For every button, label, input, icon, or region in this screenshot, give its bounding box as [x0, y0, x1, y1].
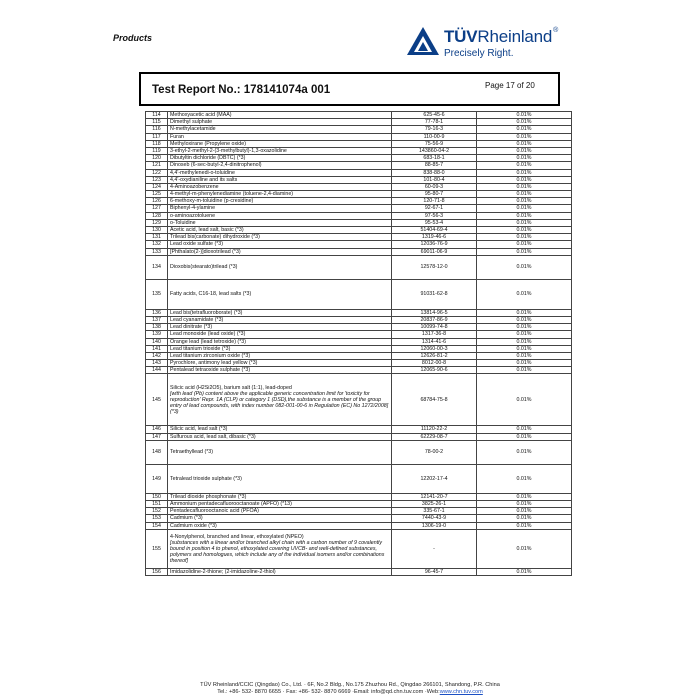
substance-name-note: [substances with a linear and/or branched alkyl chain with a carbon number of 9 covalently bound in position 4 to phenol, ethoxylated covering UVCB- and well-defined substances, polymers and homologues, which include any of the individual isomers and/or combinations thereof] — [170, 539, 385, 564]
concentration-limit: 0.01% — [477, 169, 572, 176]
substance-name: Lead bis(tetrafluoroborate) (*3) — [168, 309, 392, 316]
concentration-limit: 0.01% — [477, 367, 572, 374]
substance-name-note: [with lead (Pb) content above the applicable generic concentration limit for 'toxicity for reproduction' Repr. 1A (CLP) or category 1 (DSD),the substance is a member of the group entry of lead compounds, with index number 082-001-00-6 in Regulation (EC) No 1272/2008] (*3) — [170, 390, 389, 416]
row-number: 152 — [146, 508, 168, 515]
cas-number: 10099-74-8 — [392, 324, 477, 331]
row-number: 114 — [146, 112, 168, 119]
concentration-limit: 0.01% — [477, 133, 572, 140]
table-row — [146, 147, 572, 154]
table-row — [146, 352, 572, 359]
substance-name: Lead titanium trioxide (*3) — [168, 345, 392, 352]
concentration-limit: 0.01% — [477, 568, 572, 575]
concentration-limit: 0.01% — [477, 426, 572, 433]
row-number: 154 — [146, 522, 168, 529]
substance-name: 4-methyl-m-phenylenediamine (toluene-2,4-diamine) — [168, 191, 392, 198]
concentration-limit: 0.01% — [477, 331, 572, 338]
concentration-limit: 0.01% — [477, 508, 572, 515]
page-number: Page 17 of 20 — [485, 81, 535, 90]
row-number: 140 — [146, 338, 168, 345]
table-row — [146, 360, 572, 367]
table-row — [146, 248, 572, 255]
row-number: 135 — [146, 279, 168, 309]
concentration-limit: 0.01% — [477, 338, 572, 345]
substance-name: Cadmium oxide (*3) — [168, 522, 392, 529]
concentration-limit: 0.01% — [477, 345, 572, 352]
cas-number: 1319-46-6 — [392, 234, 477, 241]
cas-number: 1314-41-6 — [392, 338, 477, 345]
row-number: 153 — [146, 515, 168, 522]
substance-name: Pentadecafluorooctanoic acid (PFOA) — [168, 508, 392, 515]
substance-name: Silicic acid, lead salt (*3) — [168, 426, 392, 433]
footer-address: TÜV Rheinland/CCIC (Qingdao) Co., Ltd. · 6F, No.2 Bldg., No.175 Zhuzhou Rd., Qingdao 266101, Shandong, P.R. China — [200, 682, 500, 688]
row-number: 120 — [146, 155, 168, 162]
row-number: 122 — [146, 169, 168, 176]
substance-name: 6-methoxy-m-toluidine (p-cresidine) — [168, 198, 392, 205]
cas-number: 68784-75-8 — [392, 374, 477, 426]
cas-number: 12578-12-0 — [392, 255, 477, 279]
row-number: 132 — [146, 241, 168, 248]
footer-web-link[interactable]: www.chn.tuv.com — [439, 689, 483, 695]
row-number: 150 — [146, 493, 168, 500]
row-number: 139 — [146, 331, 168, 338]
footer-contact-text: Tel.: +86- 532- 8870 6655 · Fax: +86- 532- 8870 6669 ·Email: info@qd.chn.tuv.com ·Web: — [217, 689, 440, 695]
substance-name: o-Toluidine — [168, 219, 392, 226]
cas-number: 97-56-3 — [392, 212, 477, 219]
cas-number: 1306-19-0 — [392, 522, 477, 529]
table-row — [146, 309, 572, 316]
substance-name: 4,4'-methylenedi-o-toluidine — [168, 169, 392, 176]
table-row — [146, 176, 572, 183]
row-number: 144 — [146, 367, 168, 374]
substance-name: Fatty acids, C16-18, lead salts (*3) — [168, 279, 392, 309]
cas-number: 92-67-1 — [392, 205, 477, 212]
table-row — [146, 316, 572, 323]
cas-number: 101-80-4 — [392, 176, 477, 183]
substance-name: Dibutyltin dichloride (DBTC) (*3) — [168, 155, 392, 162]
substance-name: Acetic acid, lead salt, basic (*3) — [168, 227, 392, 234]
table-row — [146, 183, 572, 190]
row-number: 136 — [146, 309, 168, 316]
table-row — [146, 133, 572, 140]
concentration-limit: 0.01% — [477, 162, 572, 169]
substance-name: Pentalead tetraoxide sulphate (*3) — [168, 367, 392, 374]
table-row — [146, 112, 572, 119]
cas-number: 110-00-9 — [392, 133, 477, 140]
table-row — [146, 440, 572, 464]
cas-number: 12141-20-7 — [392, 493, 477, 500]
concentration-limit: 0.01% — [477, 501, 572, 508]
cas-number: 12065-90-6 — [392, 367, 477, 374]
substance-name: Methyloxirane (Propylene oxide) — [168, 140, 392, 147]
cas-number: 12060-00-3 — [392, 345, 477, 352]
table-row — [146, 529, 572, 568]
cas-number: 12036-76-9 — [392, 241, 477, 248]
row-number: 125 — [146, 191, 168, 198]
table-row — [146, 234, 572, 241]
row-number: 146 — [146, 426, 168, 433]
table-row — [146, 501, 572, 508]
cas-number: 838-88-0 — [392, 169, 477, 176]
table-row — [146, 119, 572, 126]
substance-name: o-aminoazotoluene — [168, 212, 392, 219]
table-row — [146, 241, 572, 248]
row-number: 145 — [146, 374, 168, 426]
cas-number: 62229-08-7 — [392, 433, 477, 440]
table-row — [146, 205, 572, 212]
concentration-limit: 0.01% — [477, 191, 572, 198]
cas-number: 7440-43-9 — [392, 515, 477, 522]
cas-number: 120-71-8 — [392, 198, 477, 205]
substance-name: Furan — [168, 133, 392, 140]
cas-number: 11120-22-2 — [392, 426, 477, 433]
cas-number: 1317-36-8 — [392, 331, 477, 338]
table-row — [146, 162, 572, 169]
report-title: Test Report No.: 178141074a 001 — [152, 84, 331, 96]
substance-name: N-methylacetamide — [168, 126, 392, 133]
substance-table — [145, 111, 572, 576]
concentration-limit: 0.01% — [477, 352, 572, 359]
table-row — [146, 508, 572, 515]
concentration-limit: 0.01% — [477, 219, 572, 226]
cas-number: 79-16-3 — [392, 126, 477, 133]
cas-number: 69011-06-9 — [392, 248, 477, 255]
substance-name: Ammonium pentadecafluorooctanoate (APFO) (*13) — [168, 501, 392, 508]
table-row — [146, 493, 572, 500]
concentration-limit: 0.01% — [477, 183, 572, 190]
report-header-box — [139, 72, 560, 106]
cas-number: 683-18-1 — [392, 155, 477, 162]
row-number: 151 — [146, 501, 168, 508]
cas-number: 75-56-9 — [392, 140, 477, 147]
concentration-limit: 0.01% — [477, 112, 572, 119]
row-number: 123 — [146, 176, 168, 183]
row-number: 115 — [146, 119, 168, 126]
substance-name: Orange lead (lead tetroxide) (*3) — [168, 338, 392, 345]
table-row — [146, 367, 572, 374]
substance-name — [168, 374, 392, 426]
logo-tagline: Precisely Right. — [444, 48, 514, 59]
row-number: 138 — [146, 324, 168, 331]
table-row — [146, 568, 572, 575]
row-number: 124 — [146, 183, 168, 190]
substance-name: Methoxyacetic acid (MAA) — [168, 112, 392, 119]
footer-contact — [0, 689, 700, 695]
table-row — [146, 279, 572, 309]
table-row — [146, 191, 572, 198]
row-number: 127 — [146, 205, 168, 212]
substance-name: Lead monoxide (lead oxide) (*3) — [168, 331, 392, 338]
row-number: 121 — [146, 162, 168, 169]
concentration-limit: 0.01% — [477, 374, 572, 426]
substance-name: [Phthalato(2-)]dioxotrilead (*3) — [168, 248, 392, 255]
concentration-limit: 0.01% — [477, 464, 572, 493]
substance-name: Lead titanium zirconium oxide (*3) — [168, 352, 392, 359]
row-number: 116 — [146, 126, 168, 133]
cas-number: 51404-69-4 — [392, 227, 477, 234]
substance-name: Lead dinitrate (*3) — [168, 324, 392, 331]
substance-name: Imidazolidine-2-thione; (2-imidazoline-2-thiol) — [168, 568, 392, 575]
concentration-limit: 0.01% — [477, 255, 572, 279]
header-label: Products — [113, 33, 153, 43]
cas-number: 77-78-1 — [392, 119, 477, 126]
substance-name-main: 4-Nonylphenol, branched and linear, ethoxylated (NPEO) — [170, 533, 304, 540]
row-number: 119 — [146, 147, 168, 154]
concentration-limit: 0.01% — [477, 227, 572, 234]
row-number: 156 — [146, 568, 168, 575]
substance-name — [168, 529, 392, 568]
table-row — [146, 212, 572, 219]
row-number: 155 — [146, 529, 168, 568]
concentration-limit: 0.01% — [477, 241, 572, 248]
cas-number: 78-00-2 — [392, 440, 477, 464]
table-row — [146, 255, 572, 279]
concentration-limit: 0.01% — [477, 205, 572, 212]
row-number: 128 — [146, 212, 168, 219]
cas-number: 3825-26-1 — [392, 501, 477, 508]
row-number: 142 — [146, 352, 168, 359]
substance-name: Tetraethyllead (*3) — [168, 440, 392, 464]
table-row — [146, 522, 572, 529]
concentration-limit: 0.01% — [477, 279, 572, 309]
cas-number: 335-67-1 — [392, 508, 477, 515]
concentration-limit: 0.01% — [477, 212, 572, 219]
concentration-limit: 0.01% — [477, 360, 572, 367]
table-row — [146, 324, 572, 331]
cas-number: 95-80-7 — [392, 191, 477, 198]
row-number: 147 — [146, 433, 168, 440]
concentration-limit: 0.01% — [477, 522, 572, 529]
substance-name: Tetralead trioxide sulphate (*3) — [168, 464, 392, 493]
cas-number: 12202-17-4 — [392, 464, 477, 493]
cas-number: 13814-96-5 — [392, 309, 477, 316]
concentration-limit: 0.01% — [477, 433, 572, 440]
substance-name: Lead cyanamidate (*3) — [168, 316, 392, 323]
table-row — [146, 426, 572, 433]
substance-name: Biphenyl-4-ylamine — [168, 205, 392, 212]
substance-name: Dimethyl sulphate — [168, 119, 392, 126]
cas-number: 8012-00-8 — [392, 360, 477, 367]
table-row — [146, 155, 572, 162]
substance-name: 3-ethyl-2-methyl-2-(3-methylbutyl)-1,3-oxazolidine — [168, 147, 392, 154]
concentration-limit: 0.01% — [477, 529, 572, 568]
table-row — [146, 198, 572, 205]
table-row — [146, 219, 572, 226]
substance-name-main: Silicic acid (H2Si2O5), barium salt (1:1), lead-doped — [170, 384, 292, 391]
tuv-rheinland-logo — [406, 24, 566, 66]
concentration-limit: 0.01% — [477, 198, 572, 205]
cas-number: 625-45-6 — [392, 112, 477, 119]
concentration-limit: 0.01% — [477, 119, 572, 126]
substance-name: Trilead dioxide phosphonate (*3) — [168, 493, 392, 500]
substance-name: Lead oxide sulfate (*3) — [168, 241, 392, 248]
row-number: 131 — [146, 234, 168, 241]
concentration-limit: 0.01% — [477, 324, 572, 331]
table-row — [146, 433, 572, 440]
substance-name: Cadmium (*3) — [168, 515, 392, 522]
table-row — [146, 464, 572, 493]
concentration-limit: 0.01% — [477, 176, 572, 183]
table-row — [146, 345, 572, 352]
substance-name: 4-Aminoazobenzene — [168, 183, 392, 190]
concentration-limit: 0.01% — [477, 515, 572, 522]
row-number: 137 — [146, 316, 168, 323]
concentration-limit: 0.01% — [477, 309, 572, 316]
concentration-limit: 0.01% — [477, 155, 572, 162]
row-number: 134 — [146, 255, 168, 279]
cas-number: 91031-62-8 — [392, 279, 477, 309]
concentration-limit: 0.01% — [477, 316, 572, 323]
table-row — [146, 338, 572, 345]
substance-name: 4,4'-oxydianiline and its salts — [168, 176, 392, 183]
row-number: 118 — [146, 140, 168, 147]
row-number: 129 — [146, 219, 168, 226]
cas-number: - — [392, 529, 477, 568]
substance-name: Trilead bis(carbonate) dihydroxide (*3) — [168, 234, 392, 241]
logo-triangle-icon — [406, 26, 440, 56]
table-row — [146, 374, 572, 426]
row-number: 130 — [146, 227, 168, 234]
concentration-limit: 0.01% — [477, 440, 572, 464]
row-number: 133 — [146, 248, 168, 255]
concentration-limit: 0.01% — [477, 147, 572, 154]
table-row — [146, 169, 572, 176]
table-row — [146, 140, 572, 147]
row-number: 126 — [146, 198, 168, 205]
concentration-limit: 0.01% — [477, 248, 572, 255]
concentration-limit: 0.01% — [477, 126, 572, 133]
substance-name: Pyrochlore, antimony lead yellow (*3) — [168, 360, 392, 367]
concentration-limit: 0.01% — [477, 234, 572, 241]
table-row — [146, 126, 572, 133]
row-number: 149 — [146, 464, 168, 493]
cas-number: 96-45-7 — [392, 568, 477, 575]
concentration-limit: 0.01% — [477, 493, 572, 500]
cas-number: 95-53-4 — [392, 219, 477, 226]
table-row — [146, 515, 572, 522]
table-row — [146, 331, 572, 338]
cas-number: 60-09-3 — [392, 183, 477, 190]
table-row — [146, 227, 572, 234]
row-number: 141 — [146, 345, 168, 352]
cas-number: 143860-04-2 — [392, 147, 477, 154]
substance-name: Dinoseb (6-sec-butyl-2,4-dinitrophenol) — [168, 162, 392, 169]
logo-wordmark: TÜVRheinland® — [444, 27, 559, 46]
substance-name: Dioxobis(stearato)trilead (*3) — [168, 255, 392, 279]
concentration-limit: 0.01% — [477, 140, 572, 147]
substance-name: Sulfurous acid, lead salt, dibasic (*3) — [168, 433, 392, 440]
row-number: 148 — [146, 440, 168, 464]
row-number: 143 — [146, 360, 168, 367]
cas-number: 88-85-7 — [392, 162, 477, 169]
row-number: 117 — [146, 133, 168, 140]
cas-number: 20837-86-9 — [392, 316, 477, 323]
cas-number: 12626-81-2 — [392, 352, 477, 359]
